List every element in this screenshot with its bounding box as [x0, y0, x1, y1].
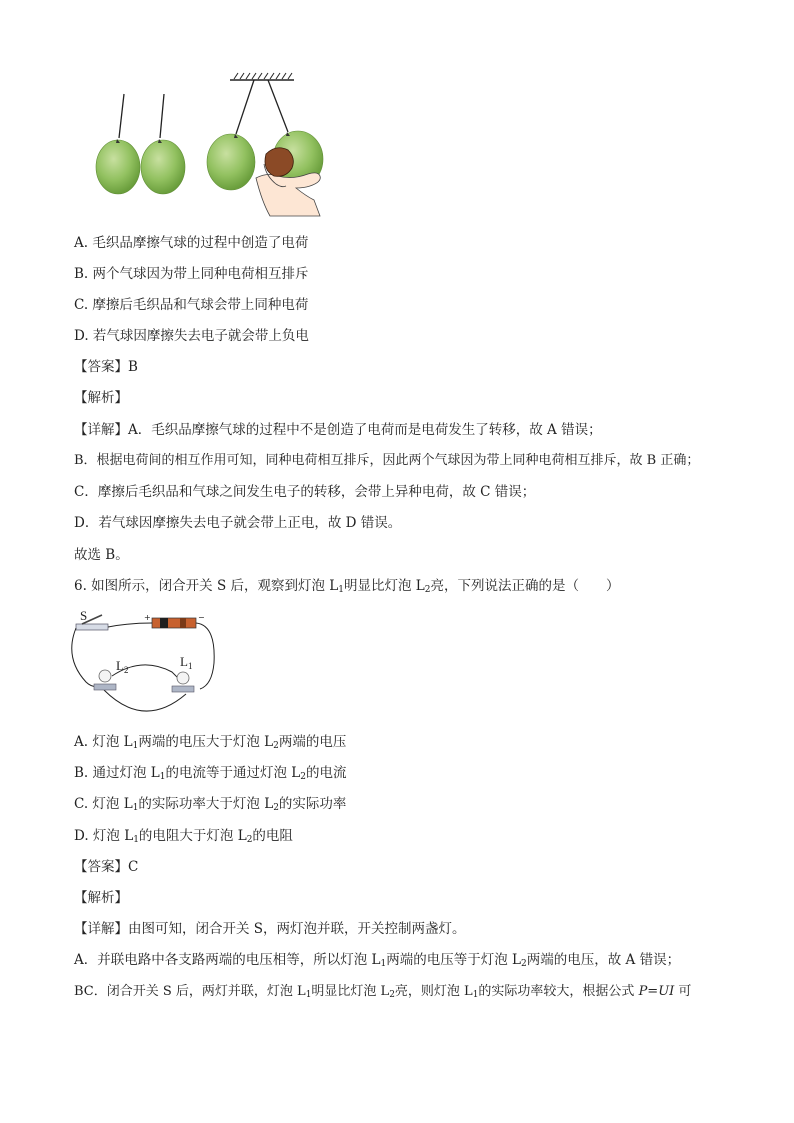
- balloon: [141, 140, 185, 194]
- question-6-stem: 6. 如图所示，闭合开关 S 后，观察到灯泡 $L_1$明显比灯泡 $L_2$亮，下列说法正确的是（ ）: [74, 578, 620, 595]
- detail-line: 【详解】A．毛织品摩擦气球的过程中不是创造了电荷而是电荷发生了转移，故 A 错误；: [74, 422, 602, 438]
- option-d: D. 若气球因摩擦失去电子就会带上负电: [74, 328, 309, 344]
- detail-line-d: D．若气球因摩擦失去电子就会带上正电，故 D 错误。: [74, 515, 402, 531]
- q6-detail-line: 【详解】由图可知，闭合开关 S，两灯泡并联，开关控制两盏灯。: [74, 921, 466, 937]
- battery: [144, 613, 205, 628]
- q6-option-d: D. 灯泡 $L_1$的电阻大于灯泡 $L_2$的电阻: [74, 828, 293, 845]
- q6-option-a: A. 灯泡 $L_1$两端的电压大于灯泡 $L_2$两端的电压: [74, 734, 347, 751]
- bulb-l2: [94, 670, 116, 690]
- q6-analysis-label: 【解析】: [74, 890, 128, 906]
- option-b: B. 两个气球因为带上同种电荷相互排斥: [74, 266, 309, 282]
- balloon: [207, 134, 255, 190]
- svg-text:L2: [116, 658, 128, 675]
- detail-line-c: C．摩擦后毛织品和气球之间发生电子的转移，会带上异种电荷，故 C 错误；: [74, 484, 536, 500]
- svg-text:L1: [180, 654, 192, 671]
- bulb2-sub: 2: [123, 665, 129, 675]
- q6-detail-line-a: A．并联电路中各支路两端的电压相等，所以灯泡 $L_1$两端的电压等于灯泡 $L_2$两端的电压，故 A 错误；: [74, 952, 681, 969]
- answer-label: 【答案】B: [74, 359, 138, 375]
- q6-answer-label: 【答案】C: [74, 859, 139, 875]
- q6-detail-line-bc: BC．闭合开关 S 后，两灯并联，灯泡 $L_1$明显比灯泡 $L_2$亮，则灯泡 $L_1$的实际功率较大，根据公式 P=UI 可: [74, 984, 692, 1000]
- balloon-figure: [88, 70, 338, 220]
- bulb1-sub: 1: [187, 661, 193, 671]
- switch-label: S: [80, 608, 88, 623]
- circuit-figure: [68, 604, 218, 720]
- q6-option-c: C. 灯泡 $L_1$的实际功率大于灯泡 $L_2$的实际功率: [74, 796, 347, 813]
- svg-text:−: −: [198, 613, 205, 622]
- bulb1-label: L: [180, 654, 188, 669]
- analysis-label: 【解析】: [74, 390, 128, 406]
- svg-text:+: +: [144, 613, 151, 622]
- q6-option-b: B. 通过灯泡 $L_1$的电流等于通过灯泡 $L_2$的电流: [74, 765, 347, 782]
- detail-line-b: B．根据电荷间的相互作用可知，同种电荷相互排斥，因此两个气球因为带上同种电荷相互排斥，故 B 正确；: [74, 453, 700, 468]
- option-c: C. 摩擦后毛织品和气球会带上同种电荷: [74, 297, 309, 313]
- conclusion: 故选 B。: [74, 547, 129, 563]
- ceiling-hatch: [230, 73, 294, 80]
- balloon: [96, 140, 140, 194]
- option-a: A. 毛织品摩擦气球的过程中创造了电荷: [74, 235, 309, 251]
- bulb2-label: L: [116, 658, 124, 673]
